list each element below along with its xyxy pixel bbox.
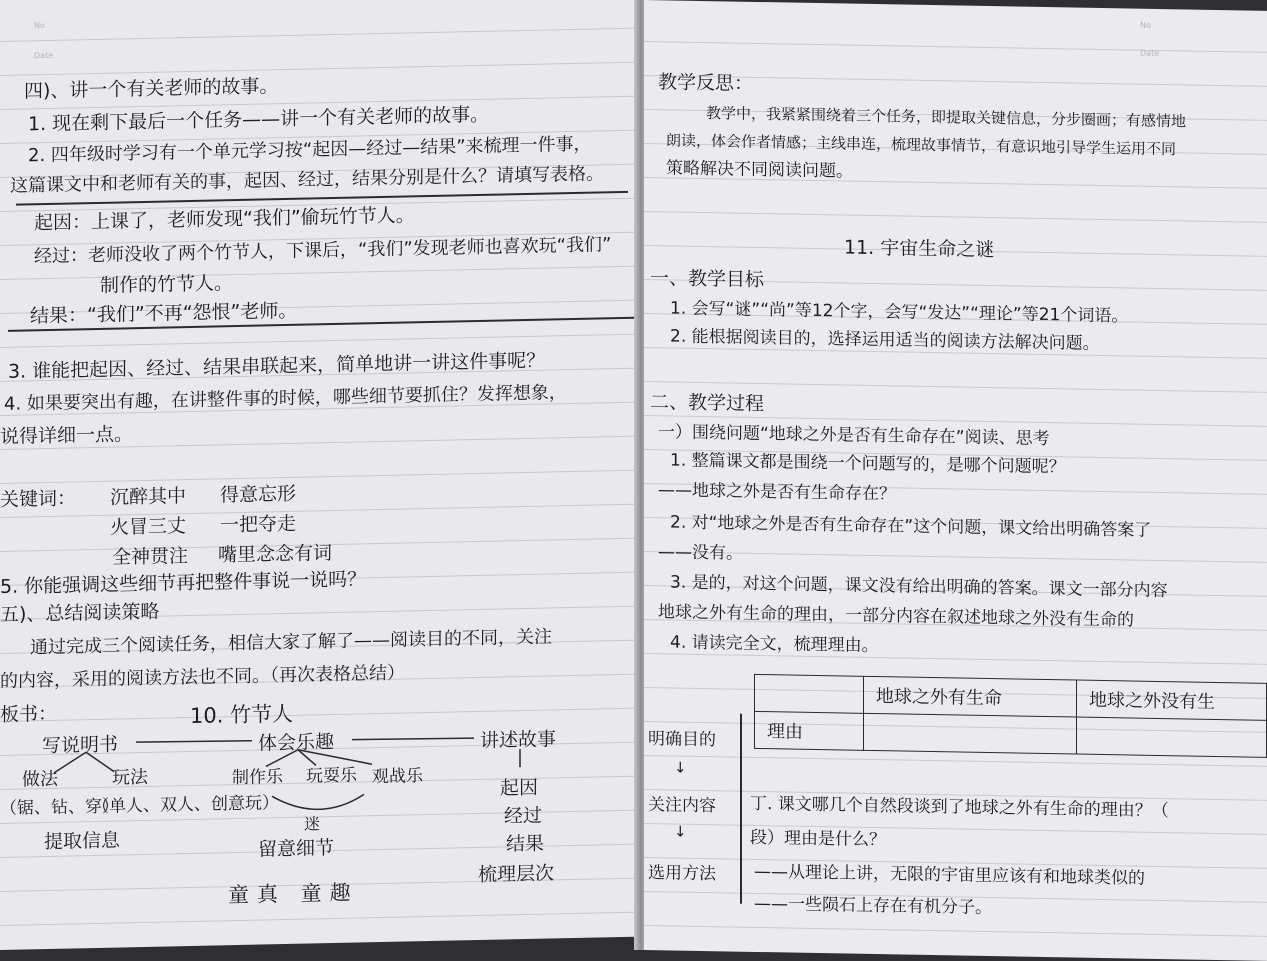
goal1: 1. 会写“谜”“尚”等12个字，会写“发达”“理论”等21个词语。 (670, 298, 1129, 327)
paragraph-question-line1: 丁. 课文哪几个自然段谈到了地球之外有生命的理由？（ (750, 793, 1169, 822)
summary-line1: 通过完成三个阅读任务，相信大家了解了——阅读目的不同，关注 (30, 626, 552, 659)
question-3-line1: 3. 是的，对这个问题，课文没有给出明确的答案。课文一部分内容 (670, 572, 1168, 602)
keyword-2: 得意忘形 (220, 482, 297, 507)
reflection-line3: 策略解决不同阅读问题。 (666, 158, 853, 182)
reason-answer-2: ——一些陨石上存在有机分子。 (754, 893, 992, 919)
reason-table-header-has-life: 地球之外有生命 (863, 676, 1076, 717)
step1-heading: 一）围绕问题“地球之外是否有生命存在”阅读、思考 (658, 422, 1050, 450)
story-cause-row (34, 199, 634, 236)
board-label: 板书： (0, 702, 58, 726)
board-play-fun: 玩耍乐 (306, 765, 357, 787)
process-heading: 二、教学过程 (650, 391, 765, 416)
task2-line1: 2. 四年级时学习有一个单元学习按“起因—经过—结果”来梳理一件事， (28, 133, 592, 167)
keyword-6: 嘴里念念有词 (218, 542, 333, 567)
task1-text: 1. 现在剩下最后一个任务——讲一个有关老师的故事。 (28, 103, 490, 136)
flow-step-method: 选用方法 (648, 863, 716, 885)
question4-line1: 4. 如果要突出有趣，在讲整件事的时候，哪些细节要抓住？发挥想象， (4, 382, 567, 415)
flow-arrow-1-icon: ↓ (674, 758, 687, 777)
board-play-types: （单人、双人、创意玩） (92, 793, 279, 818)
goal2: 2. 能根据阅读目的，选择运用适当的阅读方法解决问题。 (670, 326, 1100, 354)
board-details: 留意细节 (258, 837, 335, 861)
story-process-label: 经过： (34, 245, 88, 268)
question5: 5. 你能强调这些细节再把整件事说一说吗？ (0, 568, 367, 598)
board-make-fun: 制作乐 (232, 767, 283, 789)
reason-table-row-label: 理由 (755, 711, 864, 750)
board-mi-char: 迷 (304, 814, 321, 834)
story-process-text: 老师没收了两个竹节人，下课后，“我们”发现老师也喜欢玩“我们” (88, 234, 612, 267)
board-result: 结果 (506, 832, 545, 856)
board-write-guide: 写说明书 (42, 733, 119, 758)
story-cause-label: 起因： (34, 211, 92, 235)
reason-answer-1: ——从理论上讲，无限的宇宙里应该有和地球类似的 (754, 861, 1145, 889)
keyword-4: 一把夺走 (220, 512, 297, 537)
question-1: 1. 整篇课文都是围绕一个问题写的，是哪个问题呢？ (670, 450, 1066, 478)
answer-1: ——地球之外是否有生命存在？ (658, 480, 896, 505)
lesson-title: 11. 宇宙生命之谜 (844, 236, 995, 262)
reflection-line2: 朗读，体会作者情感；主线串连，梳理故事情节，有意识地引导学生运用不同 (666, 131, 1177, 159)
page-date-label: Date (34, 50, 54, 61)
reason-table (754, 674, 1267, 758)
keyword-5: 全神贯注 (112, 545, 189, 569)
keywords-label: 关键词： (0, 487, 77, 511)
story-result-label: 结果： (30, 304, 88, 328)
question4-line2: 说得详细一点。 (0, 423, 134, 448)
story-process-text-cont: 制作的竹节人。 (100, 272, 234, 297)
reflection-heading: 教学反思： (658, 71, 754, 95)
section4-heading: 四)、讲一个有关老师的故事。 (24, 75, 279, 103)
board-watch-fun: 观战乐 (372, 766, 423, 788)
reason-table-cell (1076, 717, 1266, 757)
page-date-label: Date (1140, 48, 1160, 58)
question-4: 4. 请读完全文，梳理理由。 (670, 632, 879, 657)
story-cause-text: 上课了，老师发现“我们”偷玩竹节人。 (91, 204, 415, 234)
board-method: 做法 (22, 768, 58, 791)
board-theme: 童真 童趣 (228, 880, 359, 908)
right-notebook-page (644, 0, 1267, 961)
reason-table-cell (863, 713, 1076, 754)
section5-heading: 五)、总结阅读策略 (0, 600, 160, 626)
page-no-label: No (34, 21, 45, 31)
paragraph-question-line2: 段）理由是什么？ (750, 827, 886, 851)
board-extract-info: 提取信息 (44, 829, 121, 854)
question3: 3. 谁能把起因、经过、结果串联起来，简单地讲一讲这件事呢？ (8, 349, 546, 383)
story-result-text: “我们”不再“怨恨”老师。 (87, 299, 298, 327)
flow-step-goal: 明确目的 (648, 729, 716, 751)
board-tell-story: 讲述故事 (480, 728, 557, 752)
board-materials: （锯、钻、穿） (0, 796, 119, 819)
board-play: 玩法 (112, 766, 148, 789)
summary-line2: 的内容，采用的阅读方法也不同。（再次表格总结） (0, 662, 405, 692)
board-cause: 起因 (500, 776, 539, 800)
flow-arrow-2-icon: ↓ (674, 822, 687, 841)
answer-2: ——没有。 (658, 542, 743, 564)
task2-line2: 这篇课文中和老师有关的事，起因、经过，结果分别是什么？请填写表格。 (10, 163, 604, 197)
board-structure: 梳理层次 (478, 862, 555, 886)
question-3-line2: 地球之外有生命的理由，一部分内容在叙述地球之外没有生命的 (658, 602, 1134, 631)
keyword-3: 火冒三丈 (110, 515, 187, 539)
reason-table-header-no-life: 地球之外没有生 (1076, 680, 1266, 720)
page-no-label: No (1140, 20, 1151, 30)
left-notebook-page (0, 0, 634, 950)
board-experience-fun: 体会乐趣 (258, 731, 335, 755)
goals-heading: 一、教学目标 (650, 267, 765, 292)
board-title: 10. 竹节人 (190, 701, 294, 729)
keyword-1: 沉醉其中 (110, 485, 187, 509)
flow-divider (740, 714, 742, 904)
reflection-line1: 教学中，我紧紧围绕着三个任务，即提取关键信息，分步圈画；有感情地 (706, 104, 1187, 131)
board-process: 经过 (504, 804, 543, 828)
flow-step-focus: 关注内容 (648, 795, 716, 817)
question-2: 2. 对“地球之外是否有生命存在”这个问题，课文给出明确答案了 (670, 512, 1152, 541)
